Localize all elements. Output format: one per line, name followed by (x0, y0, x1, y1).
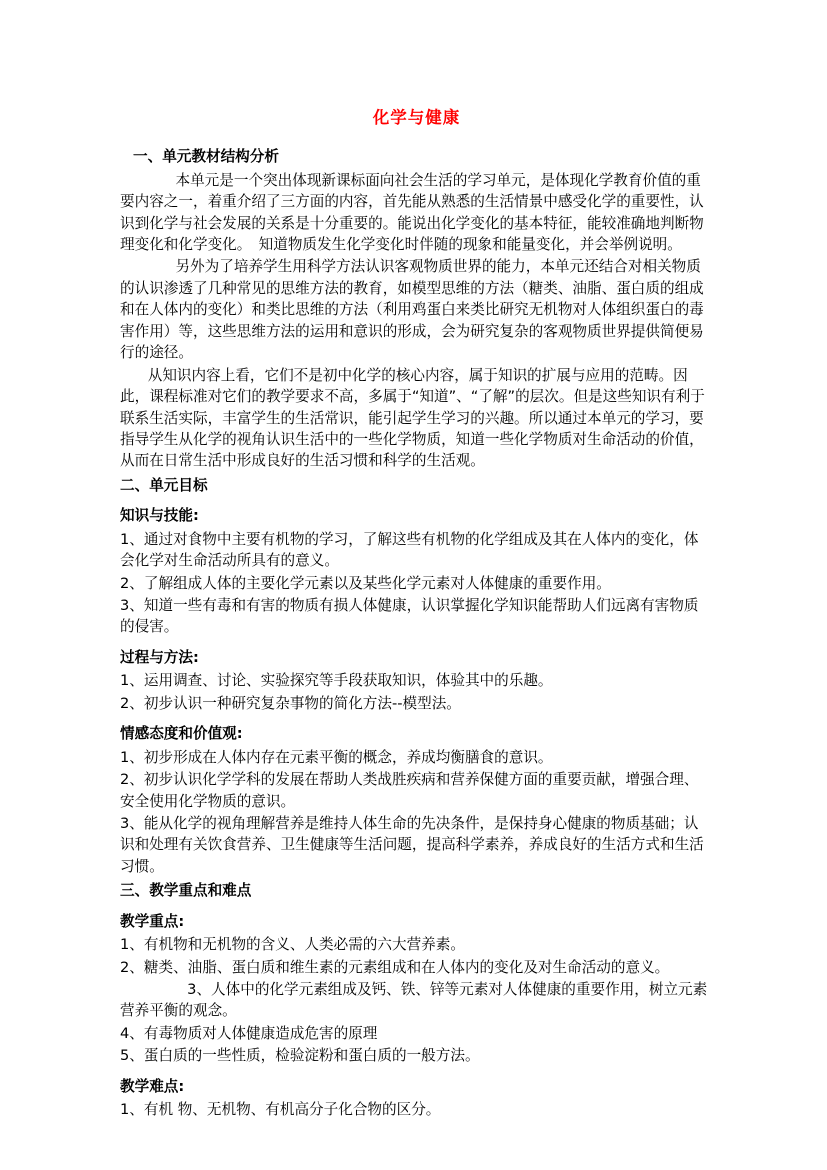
list-item: 2、初步认识化学学科的发展在帮助人类战胜疾病和营养保健方面的重要贡献，增强合理、安全使用化学物质的意识。 (120, 771, 699, 810)
section-heading: 三、教学重点和难点 (120, 882, 252, 900)
list-item: 2、糖类、油脂、蛋白质和维生素的元素组成和在人体内的变化及对生命活动的意义。 (120, 958, 670, 976)
list-item: 2、了解组成人体的主要化学元素以及某些化学元素对人体健康的重要作用。 (120, 574, 611, 592)
list-item: 4、有毒物质对人体健康造成危害的原理 (120, 1024, 378, 1042)
list-item: 1、通过对食物中主要有机物的学习，了解这些有机物的化学组成及其在人体内的变化，体会化学对生命活动所具有的意义。 (120, 530, 699, 570)
list-item: 3、知道一些有毒和有害的物质有损人体健康，认识掌握化学知识能帮助人们远离有害物质的侵害。 (120, 597, 699, 636)
list-item: 1、有机物和无机物的含义、人类必需的六大营养素。 (120, 936, 465, 954)
subsection-heading: 教学难点: (120, 1077, 185, 1095)
list-item: 3、人体中的化学元素组成及钙、铁、锌等元素对人体健康的重要作用，树立元素营养平衡的观念。 (120, 981, 708, 1020)
list-item: 5、蛋白质的一些性质，检验淀粉和蛋白质的一般方法。 (120, 1047, 480, 1065)
list-item: 2、初步认识一种研究复杂事物的简化方法--模型法。 (120, 694, 461, 712)
list-item: 1、运用调查、讨论、实验探究等手段获取知识，体验其中的乐趣。 (120, 672, 553, 690)
paragraph: 另外为了培养学生用科学方法认识客观物质世界的能力，本单元还结合对相关物质的认识渗透了几种常见的思维方法的教育，如模型思维的方法（糖类、油脂、蛋白质的组成和在人体内的变化）和类比思维的方法（利用鸡蛋白来类比研究无机物对人体组织蛋白的毒害作用）等，这些思维方法的运用和意识的形成，会为研究复杂的客观物质世界提供简便易行的途径。 (120, 258, 704, 362)
paragraph: 从知识内容上看，它们不是初中化学的核心内容，属于知识的扩展与应用的范畴。因此，课程标准对它们的教学要求不高，多属于“知道”、“了解”的层次。但是这些知识有利于联系生活实际，丰富学生的生活常识，能引起学生学习的兴趣。所以通过本单元的学习，要指导学生从化学的视角认识生活中的一些化学物质，知道一些化学物质对生命活动的价值，从而在日常生活中形成良好的生活习惯和科学的生活观。 (120, 366, 705, 470)
list-item: 1、初步形成在人体内存在元素平衡的概念，养成均衡膳食的意识。 (120, 748, 553, 766)
section-heading: 一、单元教材结构分析 (133, 148, 279, 166)
list-item: 1、有机 物、无机物、有机高分子化合物的区分。 (120, 1101, 441, 1119)
section-heading: 二、单元目标 (120, 476, 208, 494)
subsection-heading: 情感态度和价值观: (120, 725, 243, 743)
subsection-heading: 教学重点: (120, 912, 185, 930)
document-title: 化学与健康 (372, 108, 461, 127)
document-body (120, 146, 713, 1120)
list-item: 3、能从化学的视角理解营养是维持人体生命的先决条件，是保持身心健康的物质基础；认识和处理有关饮食营养、卫生健康等生活问题，提高科学素养，养成良好的生活方式和生活习惯。 (120, 814, 704, 875)
paragraph: 本单元是一个突出体现新课标面向社会生活的学习单元，是体现化学教育价值的重要内容之一，着重介绍了三方面的内容，首先能从熟悉的生活情景中感受化学的重要性，认识到化学与社会发展的关系是十分重要的。能说出化学变化的基本特征，能较准确地判断物理变化和化学变化。 知道物质发生化学变化时伴随的现象和能量变化，并会举例说明。 (120, 171, 704, 253)
subsection-heading: 知识与技能: (120, 507, 199, 525)
subsection-heading: 过程与方法: (120, 648, 199, 666)
